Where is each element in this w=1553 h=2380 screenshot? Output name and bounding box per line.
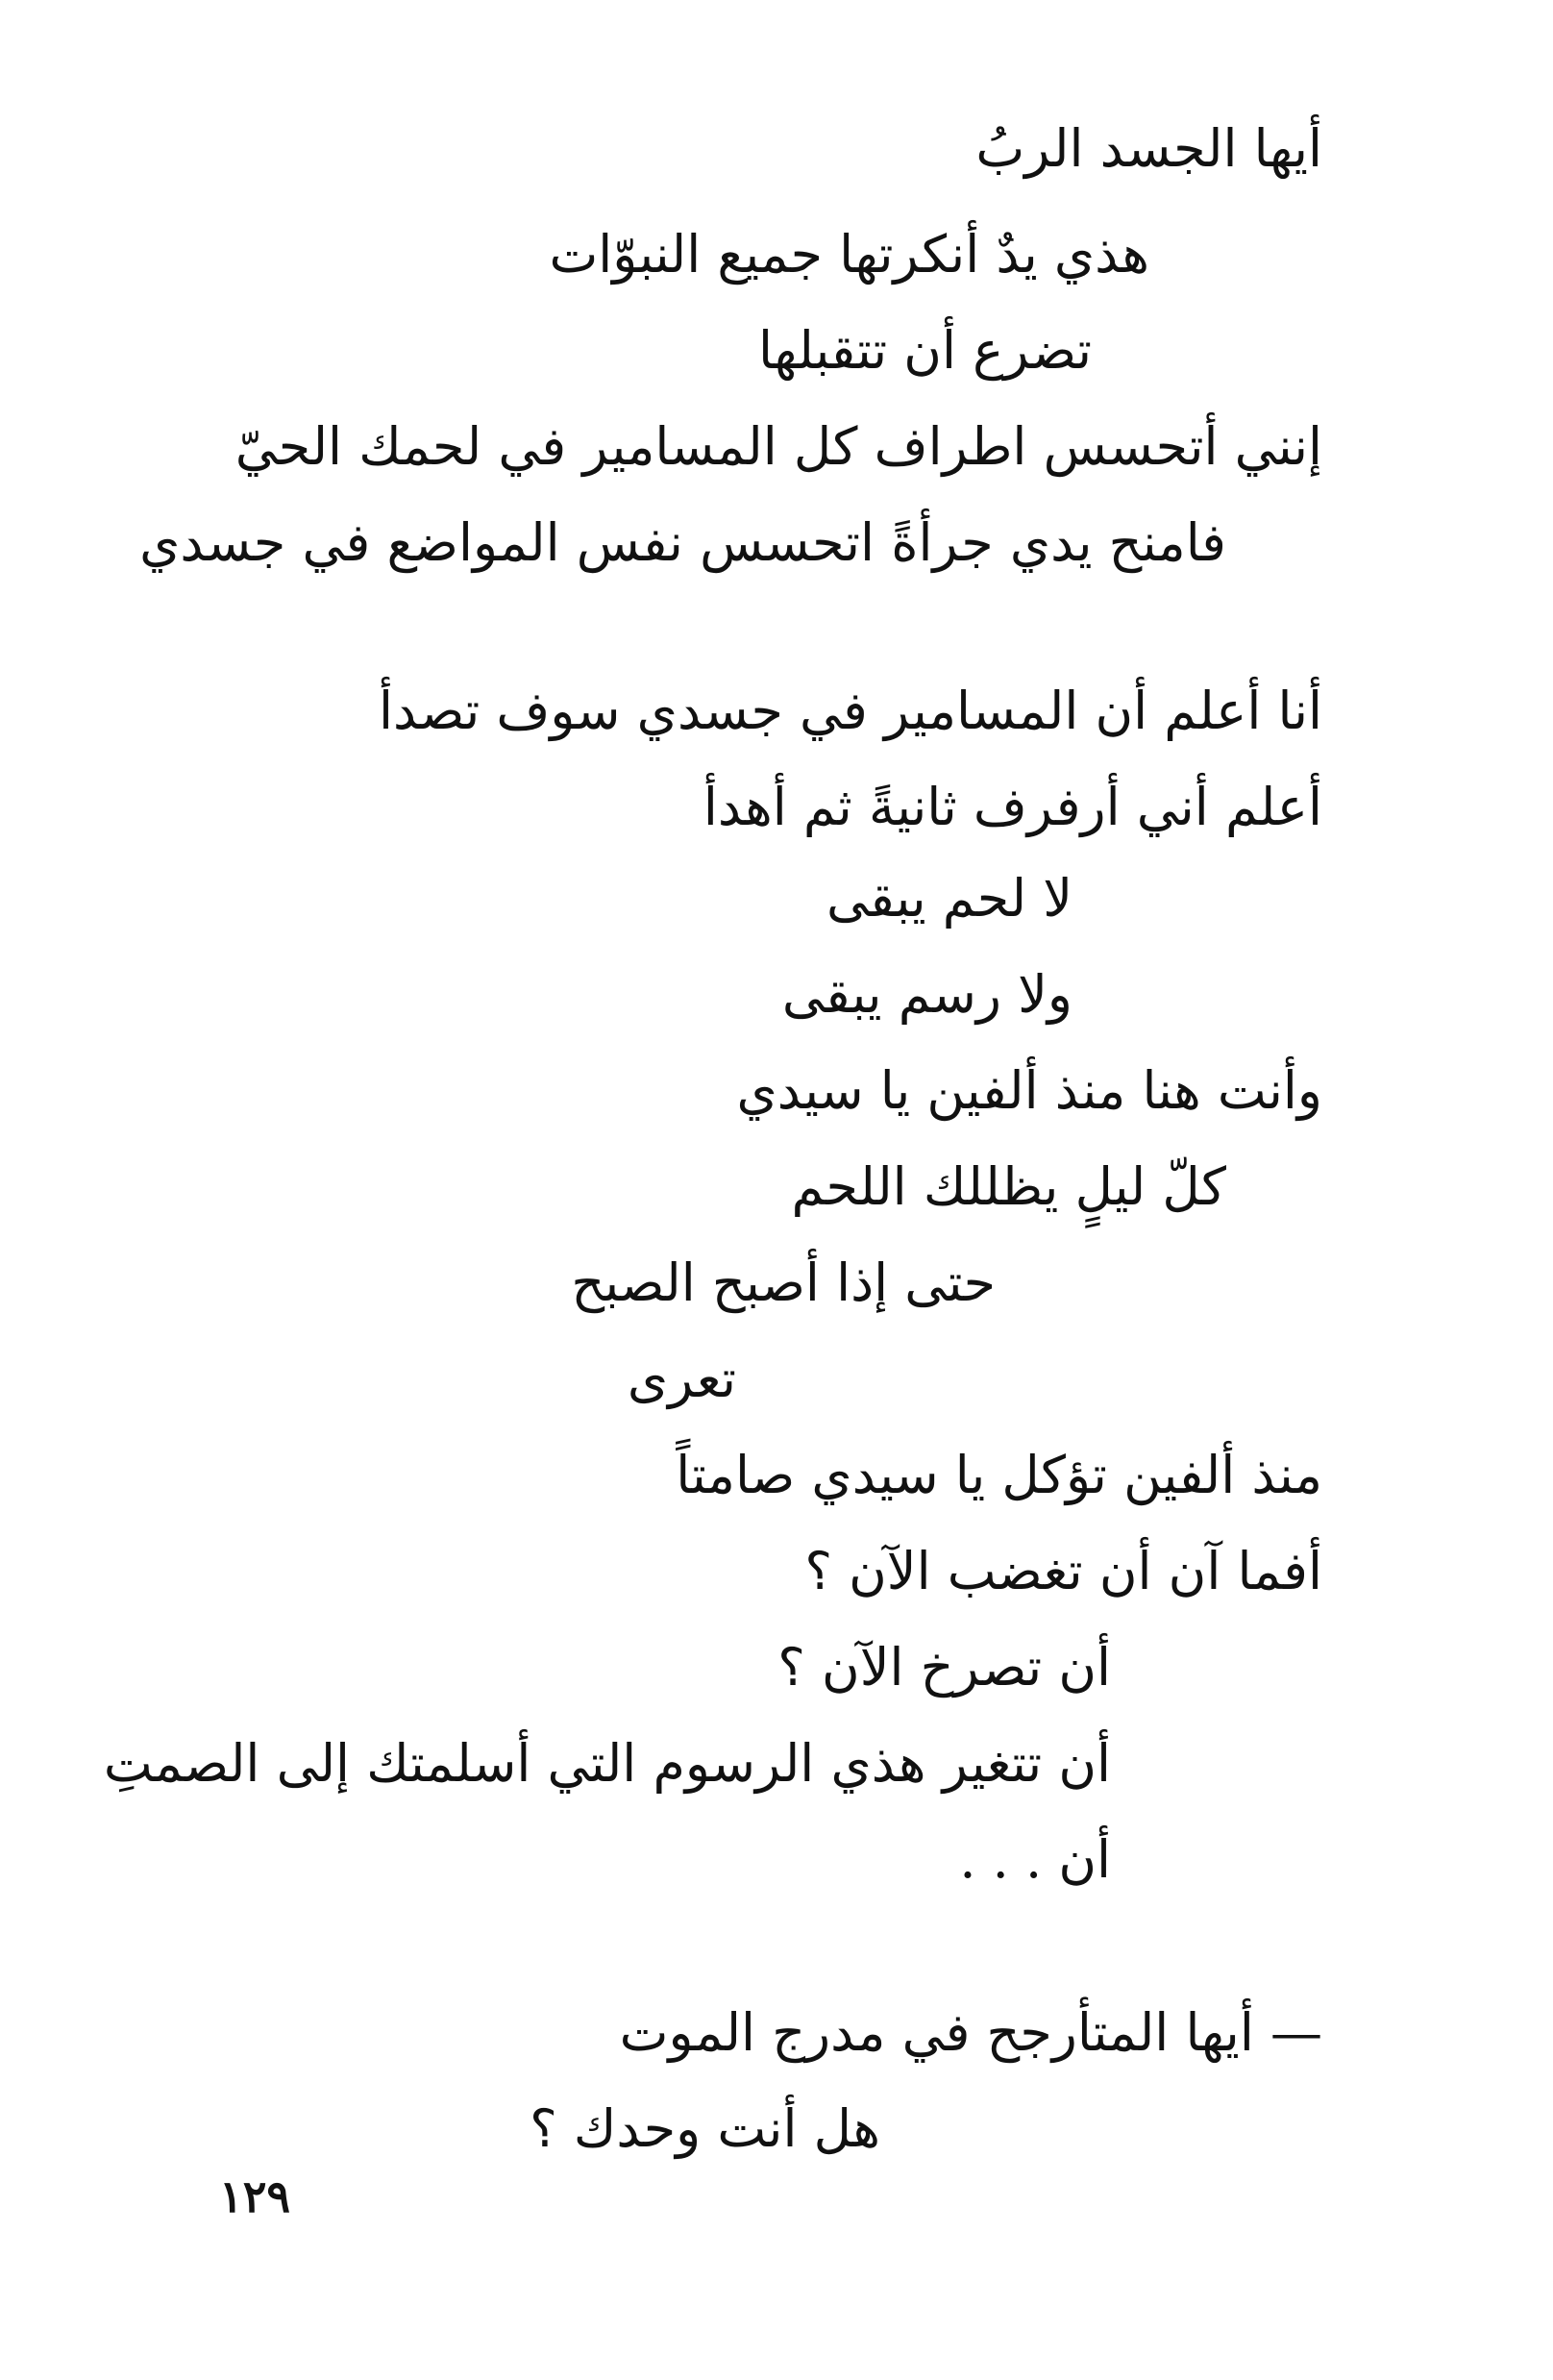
poem-line: وأنت هنا منذ ألفين يا سيدي xyxy=(736,1060,1322,1121)
poem-line: حتى إذا أصبح الصبح xyxy=(571,1252,996,1313)
poem-line: أنا أعلم أن المسامير في جسدي سوف تصدأ xyxy=(379,681,1322,741)
poem-line: هذي يدٌ أنكرتها جميع النبوّات xyxy=(549,224,1149,285)
poem-line: أعلم أني أرفرف ثانيةً ثم أهدأ xyxy=(703,777,1322,837)
poem-line: أن تصرخ الآن ؟ xyxy=(777,1637,1111,1698)
poem-line: أن . . . xyxy=(959,1829,1111,1890)
poem-line: ولا رسم يبقى xyxy=(781,964,1072,1025)
poem-line: فامنح يدي جرأةً اتحسس نفس المواضع في جسدي xyxy=(139,512,1226,573)
page-number: ١٢٩ xyxy=(219,2170,291,2222)
poem-line: منذ ألفين تؤكل يا سيدي صامتاً xyxy=(676,1445,1322,1505)
poem-line: تضرع أن تتقبلها xyxy=(757,320,1092,381)
poem-line: لا لحم يبقى xyxy=(826,868,1072,929)
poem-line: كلّ ليلٍ يظللك اللحم xyxy=(791,1156,1226,1217)
poem-line: أن تتغير هذي الرسوم التي أسلمتك إلى الصمتِ xyxy=(103,1733,1111,1794)
poem-line: إنني أتحسس اطراف كل المسامير في لحمك الحيّ xyxy=(234,416,1322,477)
poem-line: هل أنت وحدك ؟ xyxy=(530,2098,880,2159)
poem-line: أفما آن أن تغضب الآن ؟ xyxy=(804,1541,1322,1601)
poem-line: — أيها المتأرجح في مدرج الموت xyxy=(619,2002,1322,2063)
poem-line: أيها الجسد الربُ xyxy=(975,118,1322,179)
poem-line: تعرى xyxy=(627,1349,736,1409)
